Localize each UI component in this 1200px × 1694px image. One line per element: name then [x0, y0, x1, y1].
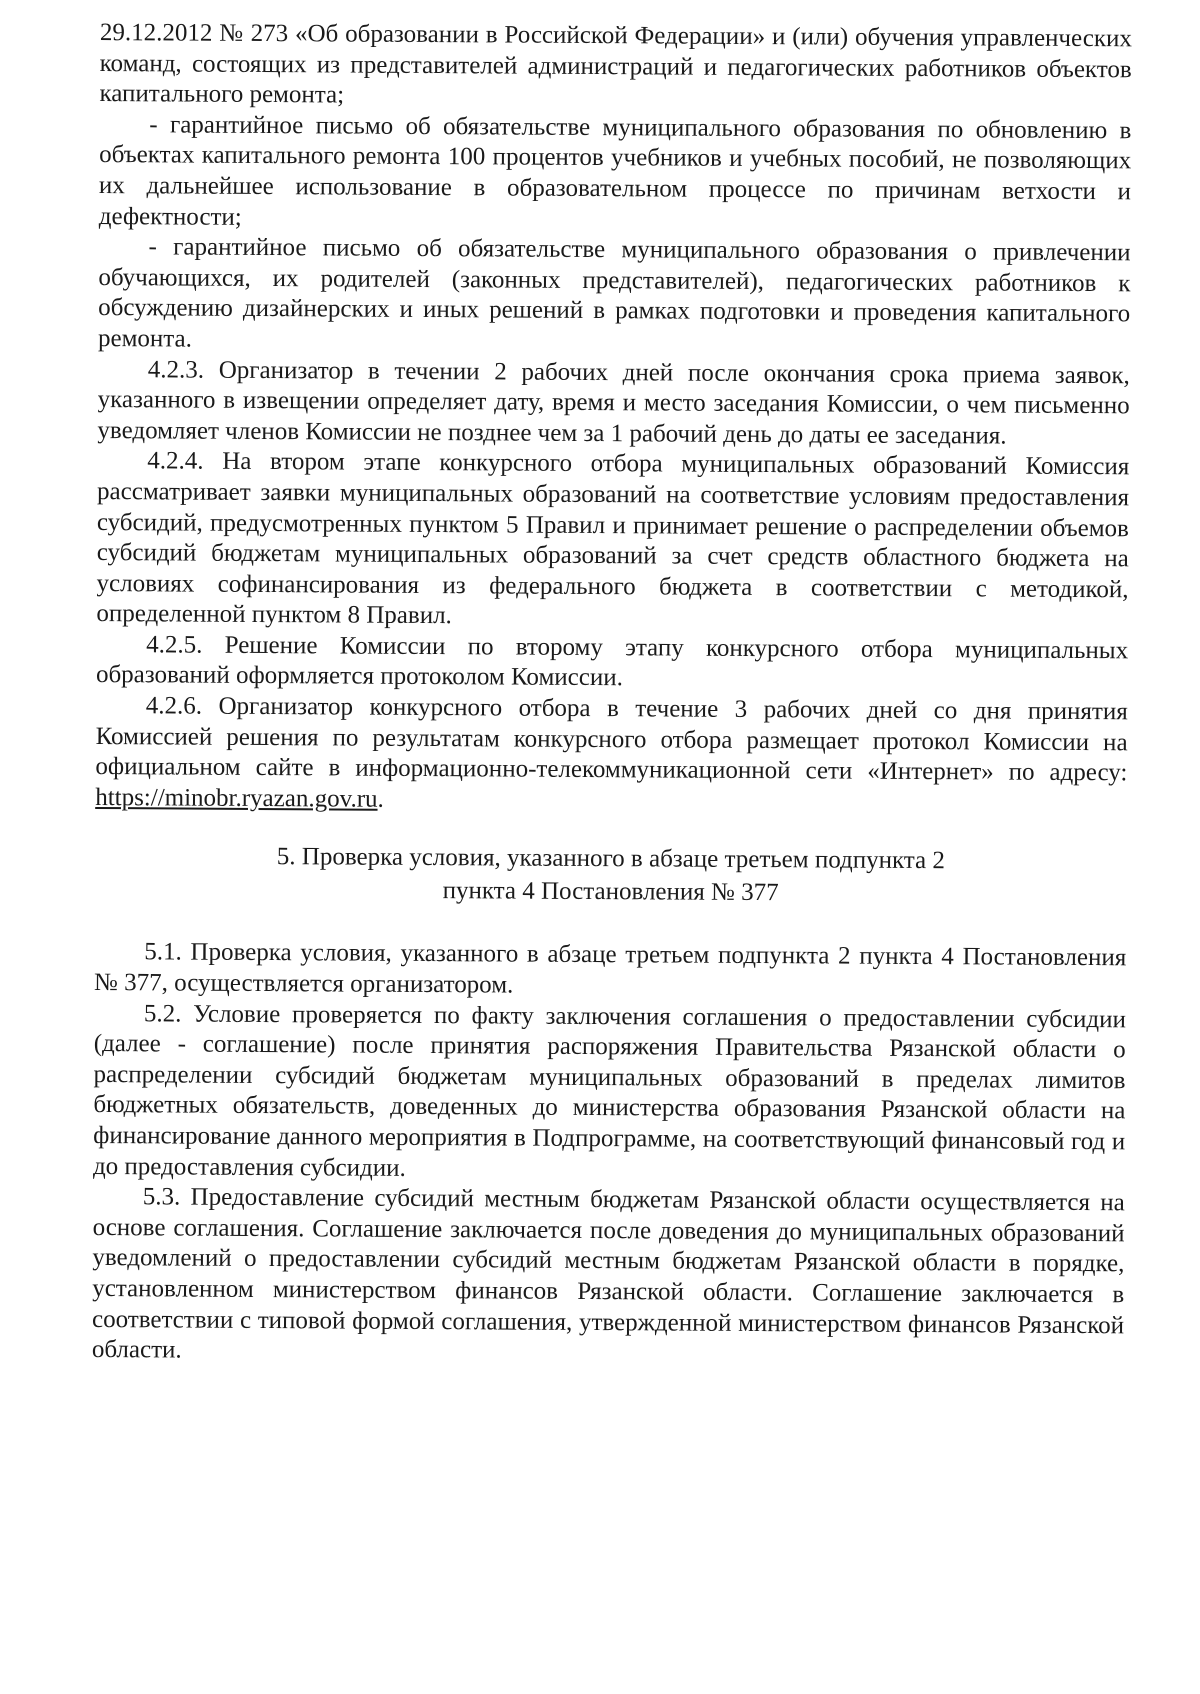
paragraph-5-1: 5.1. Проверка условия, указанного в абзаце третьем подпункта 2 пункта 4 Постановления № 377, осуществляется организатором.: [94, 938, 1127, 999]
paragraph-5-2: 5.2. Условие проверяется по факту заключения соглашения о предоставлении субсидии (далее - соглашение) после принятия распоряжения Правительства Рязанской области о распределении субсидий бюджетам муниципальных образований в пределах лимитов бюджетных обязательств, доведенных до министерства образования Рязанской области на финансирование данного мероприятия в Подпрограмме, на соответствующий финансовый год и до предоставления субсидии.: [92, 999, 1126, 1182]
paragraph-4-2-6: [95, 691, 1128, 820]
paragraph-4-2-5: 4.2.5. Решение Комиссии по второму этапу конкурсного отбора муниципальных образований оформляется протоколом Комиссии.: [95, 631, 1129, 692]
paragraph-4-2-6-end: .: [377, 785, 384, 813]
paragraph-guarantee-design: - гарантийное письмо об обязательстве муниципального образования о привлечении обучающихся, их родителей (законных представителей), педагогических работников к обсуждению дизайнерских и иных решений в рамках подготовки и проведения капитального ремонта.: [97, 233, 1131, 353]
paragraph-4-2-3: 4.2.3. Организатор в течении 2 рабочих дней после окончания срока приема заявок, указанного в извещении определяет дату, время и место заседания Комиссии, о чем письменно уведомляет членов Комиссии не позднее чем за 1 рабочий день до даты ее заседания.: [97, 355, 1130, 450]
ministry-website-link[interactable]: https://minobr.ryazan.gov.ru: [95, 783, 378, 813]
paragraph-5-3: 5.3. Предоставление субсидий местным бюджетам Рязанской области осуществляется на основе соглашения. Соглашение заключается после доведения до муниципальных образований уведомлений о предоставлении субсидий местным бюджетам Рязанской области в порядке, установленном министерством финансов Рязанской области. Соглашение заключается в соответствии с типовой формой соглашения, утвержденной министерством финансов Рязанской области.: [91, 1183, 1125, 1364]
section-5-heading-line1: 5. Проверка условия, указанного в абзаце третьем подпункта 2: [276, 843, 945, 875]
section-5-heading: [95, 839, 1127, 911]
paragraph-continuation: 29.12.2012 № 273 «Об образовании в Российской Федерации» и (или) обучения управленческих команд, состоящих из представителей администраций и педагогических работников объектов капитального ремонта;: [99, 18, 1132, 109]
section-5-heading-line2: пункта 4 Постановления № 377: [442, 877, 779, 907]
paragraph-guarantee-textbooks: - гарантийное письмо об обязательстве муниципального образования по обновлению в объектах капитального ремонта 100 процентов учебников и учебных пособий, не позволяющих их дальнейшее использование в образовательном процессе по причинам ветхости и дефектности;: [98, 111, 1132, 231]
paragraph-4-2-6-text: 4.2.6. Организатор конкурсного отбора в течение 3 рабочих дней со дня принятия Комиссией решения по результатам конкурсного отбора размещает протокол Комиссии на официальном сайте в информационно-телекоммуникационной сети «Интернет» по адресу:: [95, 692, 1128, 787]
paragraph-4-2-4: 4.2.4. На втором этапе конкурсного отбора муниципальных образований Комиссия рассматривает заявки муниципальных образований на соответствие условиям предоставления субсидий, предусмотренных пунктом 5 Правил и принимает решение о распределении объемов субсидий бюджетам муниципальных образований за счет средств областного бюджета на условиях софинансирования из федерального бюджета в соответствии с методикой, определенной пунктом 8 Правил.: [96, 447, 1130, 630]
document-body: [92, 18, 1132, 1372]
